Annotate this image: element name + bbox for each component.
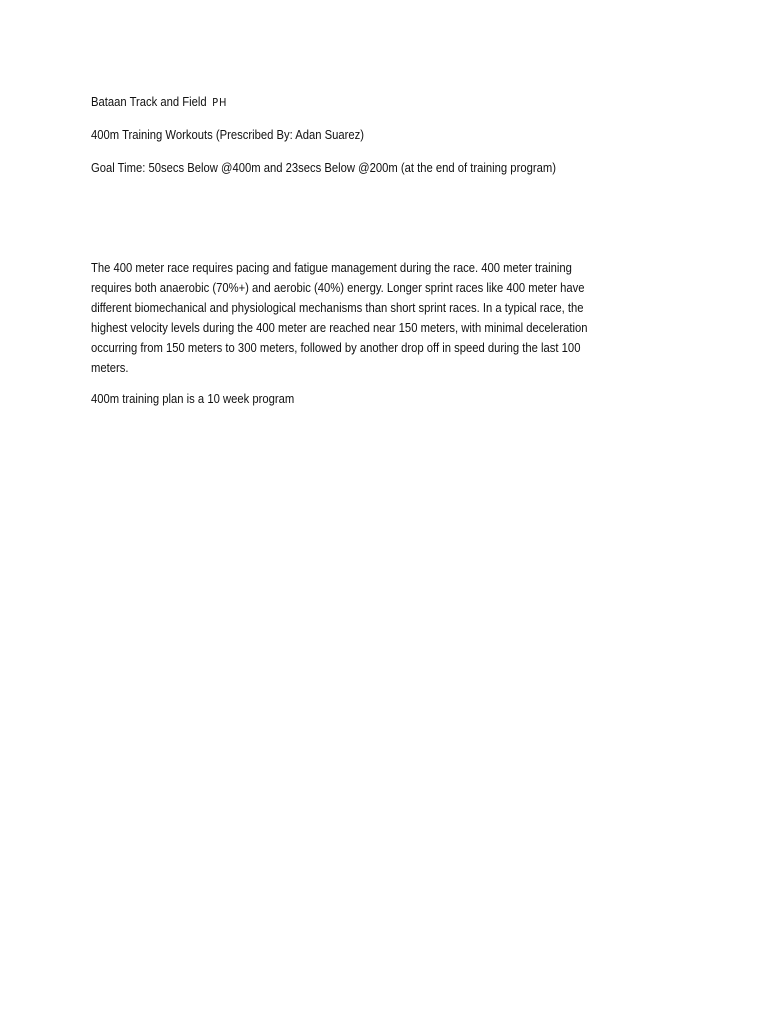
paragraph-line: meters. xyxy=(91,361,129,375)
flag-glyphs: PH xyxy=(212,96,228,109)
intro-paragraph xyxy=(91,258,588,378)
paragraph-line: occurring from 150 meters to 300 meters, followed by another drop off in speed during the last 100 xyxy=(91,341,581,355)
paragraph-line: The 400 meter race requires pacing and fatigue management during the race. 400 meter training xyxy=(91,261,572,275)
paragraph-line: different biomechanical and physiological mechanisms than short sprint races. In a typical race, the xyxy=(91,301,584,315)
document-title-text: Bataan Track and Field xyxy=(91,95,207,109)
document-title xyxy=(91,94,227,111)
training-plan-text: 400m training plan is a 10 week program xyxy=(91,392,295,406)
goal-time-text: Goal Time: 50secs Below @400m and 23secs Below @200m (at the end of training program) xyxy=(91,161,556,175)
paragraph-line: highest velocity levels during the 400 meter are reached near 150 meters, with minimal deceleration xyxy=(91,321,588,335)
paragraph-line: requires both anaerobic (70%+) and aerobic (40%) energy. Longer sprint races like 400 meter have xyxy=(91,281,585,295)
document-subtitle: 400m Training Workouts (Prescribed By: Adan Suarez) xyxy=(91,128,365,142)
